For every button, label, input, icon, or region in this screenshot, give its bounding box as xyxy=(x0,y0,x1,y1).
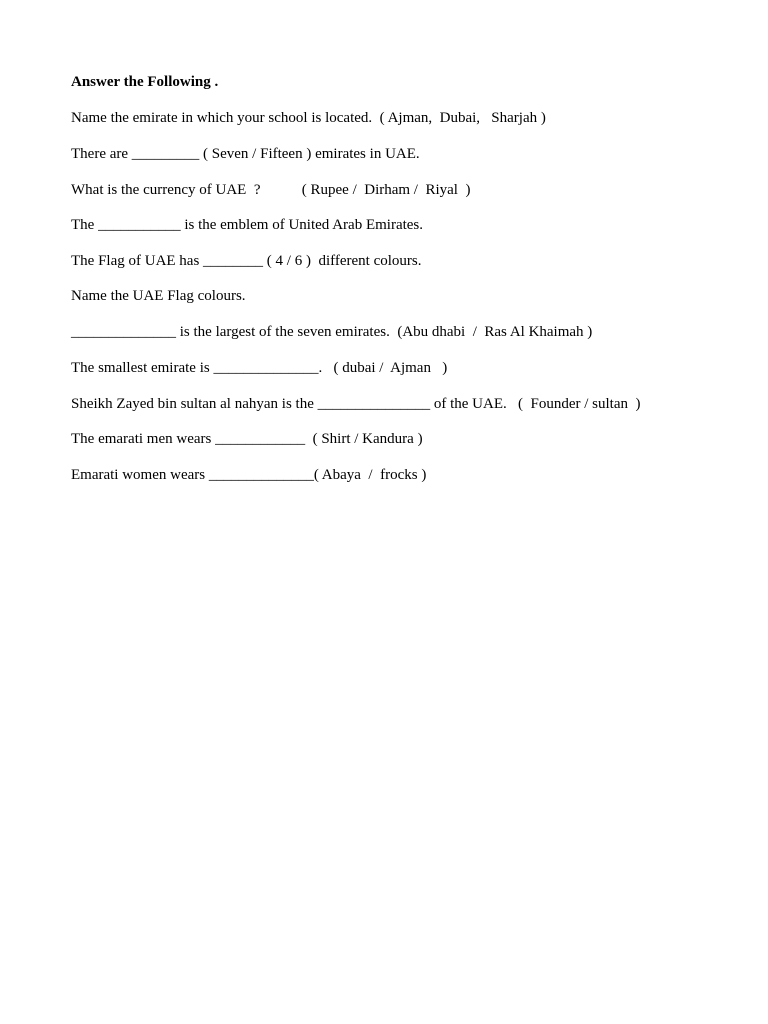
question-6: Name the UAE Flag colours. xyxy=(71,288,246,304)
question-2: There are _________ ( Seven / Fifteen ) emirates in UAE. xyxy=(71,146,420,162)
question-10: The emarati men wears ____________ ( Shirt / Kandura ) xyxy=(71,431,423,447)
question-1: Name the emirate in which your school is located. ( Ajman, Dubai, Sharjah ) xyxy=(71,110,546,126)
worksheet-heading: Answer the Following . xyxy=(71,74,219,90)
question-3: What is the currency of UAE ? ( Rupee / Dirham / Riyal ) xyxy=(71,182,471,198)
question-4: The ___________ is the emblem of United Arab Emirates. xyxy=(71,217,424,233)
question-8: The smallest emirate is ______________. ( dubai / Ajman ) xyxy=(71,360,448,376)
question-7: ______________ is the largest of the seven emirates. (Abu dhabi / Ras Al Khaimah ) xyxy=(71,324,593,340)
question-11: Emarati women wears ______________( Abaya / frocks ) xyxy=(71,467,427,483)
question-5: The Flag of UAE has ________ ( 4 / 6 ) different colours. xyxy=(71,253,422,269)
question-9: Sheikh Zayed bin sultan al nahyan is the _______________ of the UAE. ( Founder / sultan ) xyxy=(71,396,641,412)
